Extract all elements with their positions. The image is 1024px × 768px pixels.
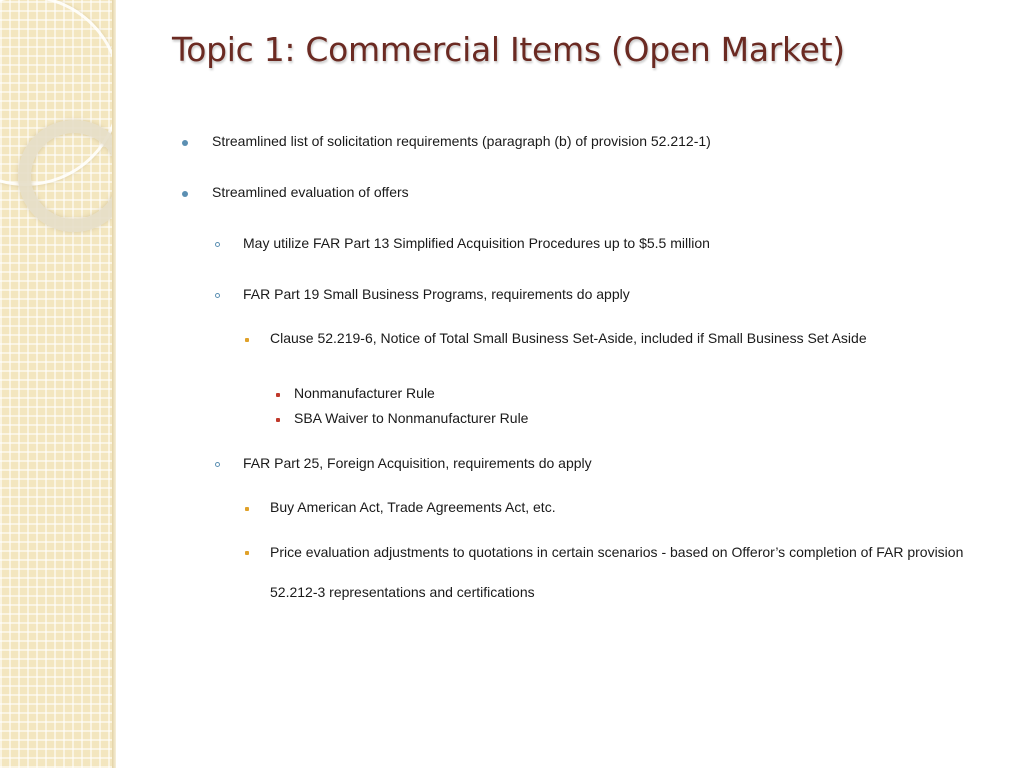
bullet-item bbox=[294, 385, 435, 401]
bullet-item bbox=[212, 184, 409, 200]
bullet-text: May utilize FAR Part 13 Simplified Acquisition Procedures up to $5.5 million bbox=[243, 235, 710, 251]
bullet-item bbox=[270, 532, 1000, 612]
square-bullet-icon bbox=[245, 338, 249, 342]
bullet-item bbox=[243, 235, 710, 251]
bullet-text: Streamlined list of solicitation requirements (paragraph (b) of provision 52.212-1) bbox=[212, 133, 711, 149]
bullet-item bbox=[294, 410, 528, 426]
hollow-bullet-icon bbox=[215, 462, 220, 467]
hollow-bullet-icon bbox=[215, 242, 220, 247]
bullet-icon bbox=[182, 191, 188, 197]
square-bullet-icon bbox=[245, 551, 249, 555]
bullet-item bbox=[270, 499, 556, 515]
bullet-text: Clause 52.219-6, Notice of Total Small Business Set-Aside, included if Small Business Set Aside bbox=[270, 330, 867, 346]
bullet-text: FAR Part 25, Foreign Acquisition, requirements do apply bbox=[243, 455, 592, 471]
bullet-item bbox=[212, 133, 711, 149]
slide-title: Topic 1: Commercial Items (Open Market) bbox=[172, 30, 845, 69]
bullet-text: FAR Part 19 Small Business Programs, requirements do apply bbox=[243, 286, 630, 302]
bullet-icon bbox=[182, 140, 188, 146]
square-bullet-icon bbox=[276, 418, 280, 422]
square-bullet-icon bbox=[245, 507, 249, 511]
bullet-text: Buy American Act, Trade Agreements Act, etc. bbox=[270, 499, 556, 515]
decorative-sidebar bbox=[0, 0, 112, 768]
decorative-ring bbox=[18, 120, 112, 232]
bullet-item bbox=[243, 286, 630, 302]
bullet-text: Nonmanufacturer Rule bbox=[294, 385, 435, 401]
sidebar-edge bbox=[112, 0, 116, 768]
square-bullet-icon bbox=[276, 393, 280, 397]
bullet-item bbox=[243, 455, 592, 471]
bullet-text: SBA Waiver to Nonmanufacturer Rule bbox=[294, 410, 529, 426]
bullet-text: Price evaluation adjustments to quotations in certain scenarios - based on Offeror’s completion of FAR provision 52.212-3 representations and certifications bbox=[270, 544, 964, 600]
bullet-text: Streamlined evaluation of offers bbox=[212, 184, 409, 200]
bullet-item bbox=[270, 330, 867, 346]
hollow-bullet-icon bbox=[215, 293, 220, 298]
